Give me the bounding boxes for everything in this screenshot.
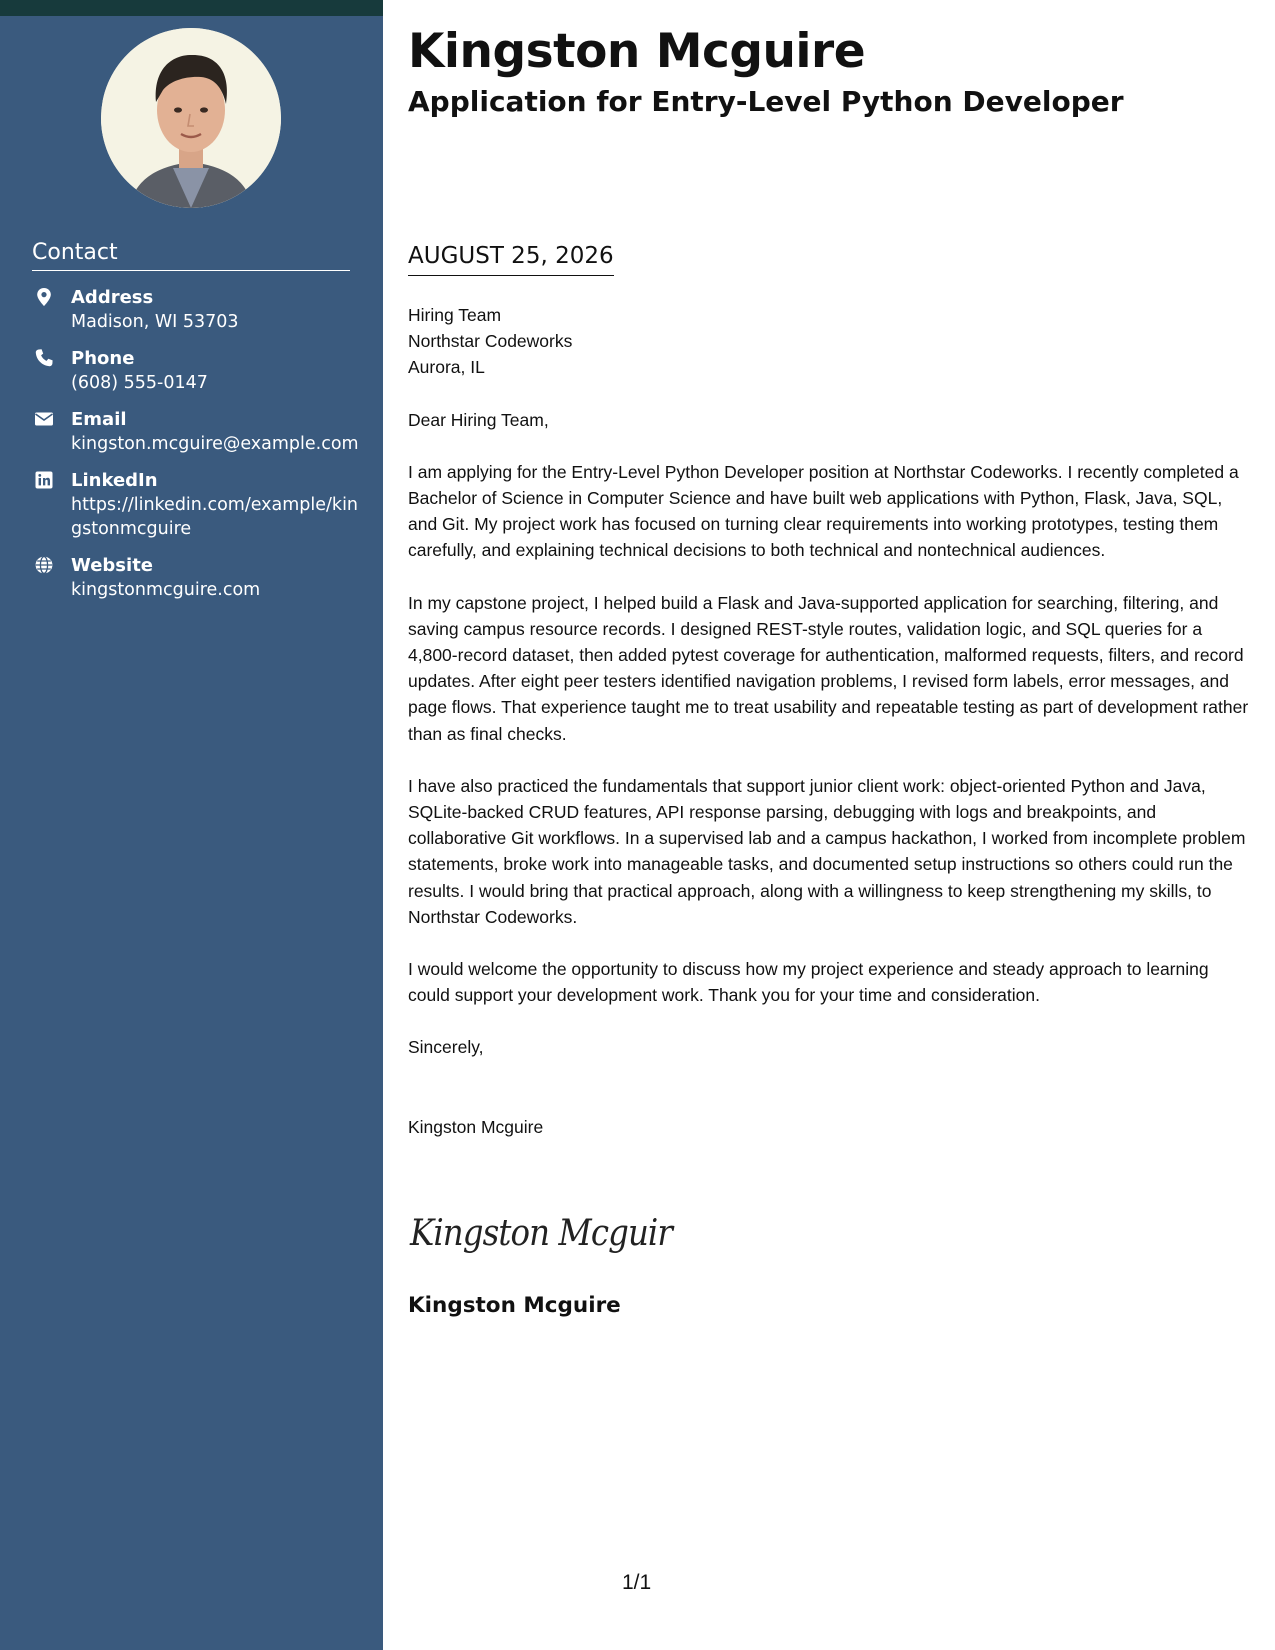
recipient-line: Aurora, IL bbox=[408, 357, 485, 378]
phone-icon bbox=[34, 348, 54, 368]
contact-label: Phone bbox=[71, 348, 135, 369]
contact-label: Website bbox=[71, 555, 154, 576]
salutation: Dear Hiring Team, bbox=[408, 409, 549, 430]
signature-name: Kingston Mcguire bbox=[408, 1293, 621, 1318]
globe-icon bbox=[34, 555, 54, 575]
recipient-line: Hiring Team bbox=[408, 305, 502, 325]
contact-item-phone bbox=[32, 347, 362, 395]
closing: Sincerely, bbox=[408, 1037, 484, 1058]
contact-value: https://linkedin.com/example/kingstonmcguire bbox=[71, 495, 359, 539]
contact-list bbox=[32, 286, 362, 615]
avatar-portrait bbox=[101, 28, 281, 208]
signature-text: Kingston Mcguir bbox=[409, 1213, 675, 1254]
recipient-block bbox=[408, 302, 1250, 381]
contact-value: kingston.mcguire@example.com bbox=[71, 434, 359, 454]
contact-value: kingstonmcguire.com bbox=[71, 580, 261, 600]
signature bbox=[408, 1205, 678, 1261]
letter-body bbox=[408, 302, 1250, 1140]
letter-paragraph: In my capstone project, I helped build a Flask and Java-supported application for searching, filtering, and saving campus resource records. I designed REST-style routes, validation logic, and SQL queries for a 4,800-record dataset, then added pytest coverage for authentication, malformed requests, filters, and record updates. After eight peer testers identified navigation problems, I revised form labels, error messages, and page flows. That experience taught me to treat usability and repeatable testing as part of development rather than as final checks. bbox=[408, 592, 1249, 744]
applicant-name: Kingston Mcguire bbox=[408, 24, 866, 79]
map-pin-icon bbox=[34, 287, 54, 307]
letter-paragraph: I am applying for the Entry-Level Python Developer position at Northstar Codeworks. I recently completed a Bachelor of Science in Computer Science and have built web applications with Python, Flask, Java, SQL, and Git. My project work has focused on turning clear requirements into working prototypes, testing them carefully, and explaining technical decisions to both technical and nontechnical audiences. bbox=[408, 461, 1239, 561]
letter-date: AUGUST 25, 2026 bbox=[408, 243, 614, 276]
linkedin-icon bbox=[34, 470, 54, 490]
sidebar-top-bar bbox=[0, 0, 383, 16]
letter-paragraph: I have also practiced the fundamentals that support junior client work: object-oriented Python and Java, SQLite-backed CRUD features, API response parsing, debugging with logs and breakpoints, and collaborative Git workflows. In a supervised lab and a campus hackathon, I worked from incomplete problem statements, broke work into manageable tasks, and documented setup instructions so others could run the results. I would bring that practical approach, along with a willingness to keep strengthening my skills, to Northstar Codeworks. bbox=[408, 775, 1246, 927]
recipient-line: Northstar Codeworks bbox=[408, 331, 573, 352]
avatar bbox=[101, 28, 281, 208]
contact-value: (608) 555-0147 bbox=[71, 373, 208, 393]
application-subtitle: Application for Entry-Level Python Developer bbox=[408, 85, 1124, 118]
contact-label: Email bbox=[71, 409, 127, 430]
contact-value: Madison, WI 53703 bbox=[71, 312, 239, 332]
typed-name: Kingston Mcguire bbox=[408, 1116, 544, 1137]
contact-item-address bbox=[32, 286, 362, 334]
contact-label: Address bbox=[71, 287, 154, 308]
letter-paragraph: I would welcome the opportunity to discuss how my project experience and steady approach to learning could support your development work. Thank you for your time and consideration. bbox=[408, 959, 1209, 1006]
contact-label: LinkedIn bbox=[71, 470, 158, 491]
contact-heading: Contact bbox=[32, 240, 350, 271]
contact-item-email bbox=[32, 408, 362, 456]
contact-item-linkedin bbox=[32, 469, 362, 541]
page-number: 1/1 bbox=[622, 1571, 652, 1594]
sidebar bbox=[0, 0, 383, 1650]
envelope-icon bbox=[34, 409, 54, 429]
contact-item-website bbox=[32, 554, 362, 602]
